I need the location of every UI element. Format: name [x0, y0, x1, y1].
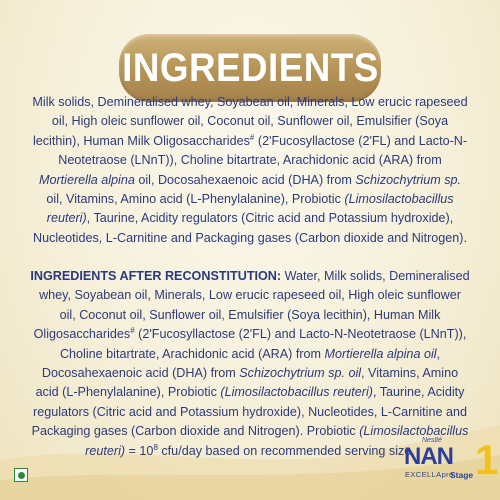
ingredients-text: (2'Fucosyllactose (2'FL) and Lacto-N-Neotetraose (LNnT)), Choline bitartrate, Arachidonic acid (ARA) from [58, 133, 468, 168]
reconstitution-text: Water, Milk solids, Demineralised whey, Soyabean oil, Minerals, Low erucic rapeseed oil, High oleic sunflower oil, Coconut oil, Sunflower oil, Emulsifier (Soya lecithin), Human Milk Oligosaccharides [33, 269, 470, 342]
reconstitution-text: cfu/day based on recommended serving size. [157, 443, 415, 458]
species-name: (Limosilactobacillus reuteri) [220, 385, 373, 400]
species-name: (Limosilactobacillus reuteri) [46, 192, 454, 226]
ingredients-text: Milk solids, Demineralised whey, Soyabean oil, Minerals, Low erucic rapeseed oil, High oleic sunflower oil, Coconut oil, Sunflower oil, Emulsifier (Soya lecithin), Human Milk Oligosaccharides [32, 95, 468, 148]
stage-number: 1 [475, 436, 499, 483]
ingredients-banner [119, 34, 381, 102]
species-name: Schizochytrium sp. oil [239, 366, 362, 381]
ingredients-text: oil, Docosahexaenoic acid (DHA) from [134, 172, 356, 187]
footnote-mark: # [130, 326, 135, 336]
reconstitution-text: = 10 [125, 443, 154, 458]
species-name: Mortierella alpina oil [324, 346, 437, 361]
reconstitution-text: , Docosahexaenoic acid (DHA) from [41, 346, 441, 381]
reconstitution-text: (2'Fucosyllactose (2'FL) and Lacto-N-Neotetraose (LNnT)), Choline bitartrate, Arachidonic acid (ARA) from [59, 327, 467, 361]
footnote-mark: # [249, 132, 255, 142]
species-name: Schizochytrium sp. [355, 172, 462, 187]
vegetarian-mark-icon [14, 468, 28, 482]
exponent: 8 [153, 442, 158, 452]
brand-logo [404, 436, 499, 497]
page-title: INGREDIENTS [121, 45, 379, 90]
vegetarian-dot [18, 472, 25, 479]
ingredients-paragraph [30, 93, 470, 248]
nan-logo-text: NAN [404, 443, 453, 470]
stage-label: Stage [450, 470, 474, 480]
species-name: (Limosilactobacillus reuteri) [85, 424, 469, 458]
ingredients-text: , Taurine, Acidity regulators (Citric acid and Potassium hydroxide), Nucleotides, L-Carnitine and Packaging gases (Carbon dioxide and Nitrogen). [32, 211, 468, 245]
reconstitution-heading: INGREDIENTS AFTER RECONSTITUTION: [30, 269, 282, 283]
reconstitution-paragraph [30, 267, 470, 461]
reconstitution-text: , Taurine, Acidity regulators (Citric acid and Potassium hydroxide), Nucleotides, L-Carnitine and Packaging gases (Carbon dioxide and Nitrogen). Probiotic [31, 385, 467, 439]
ingredients-text: oil, Vitamins, Amino acid (L-Phenylalanine), Probiotic [46, 192, 345, 207]
nestle-logo-text: Nestlé [422, 437, 442, 444]
excellapro-text: EXCELLApro [405, 470, 454, 479]
species-name: Mortierella alpina [38, 172, 135, 187]
reconstitution-text: , Vitamins, Amino acid (L-Phenylalanine), Probiotic [35, 366, 459, 400]
